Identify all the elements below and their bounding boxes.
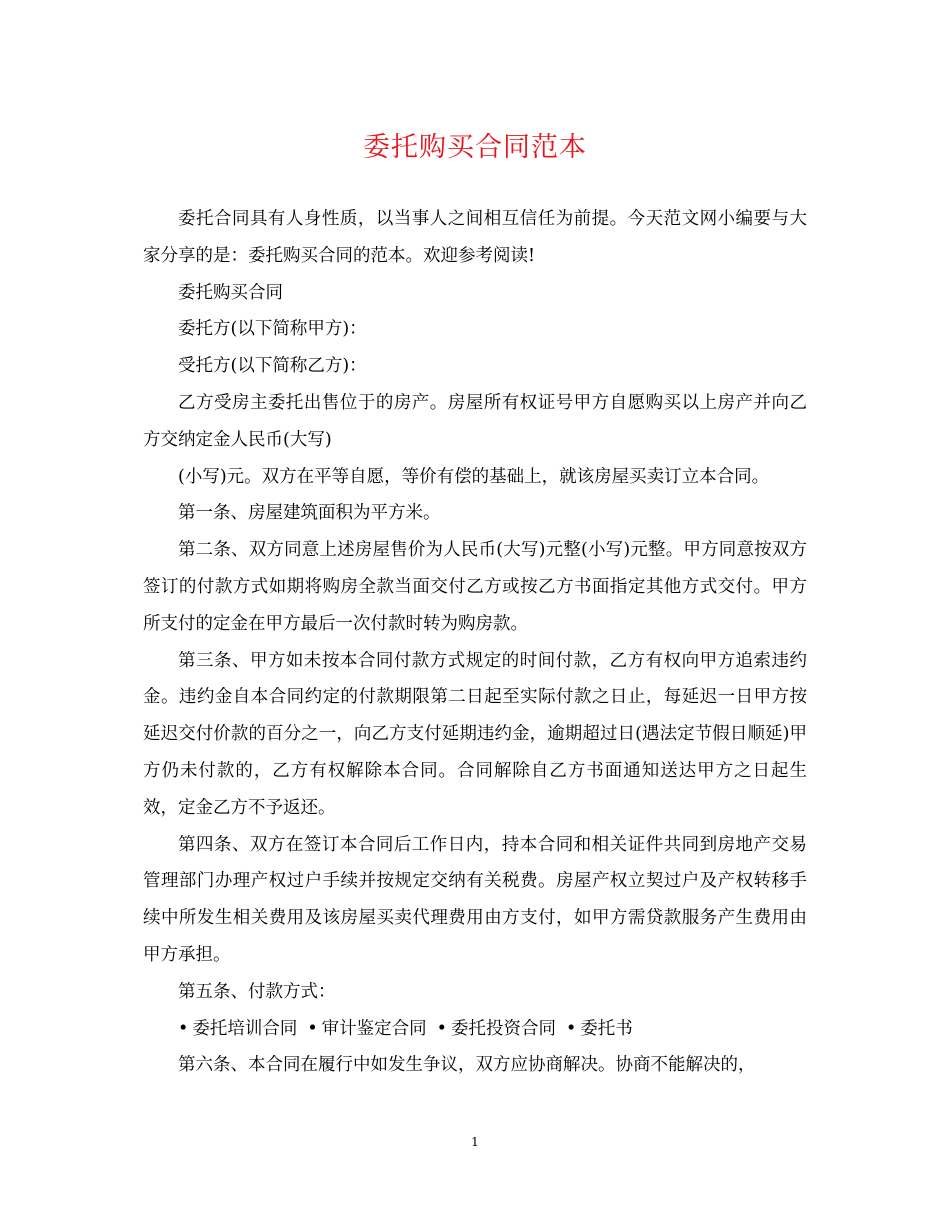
- article-3: 第三条、甲方如未按本合同付款方式规定的时间付款，乙方有权向甲方追索违约金。违约金自本合同约定的付款期限第二日起至实际付款之日止，每延迟一日甲方按延迟交付价款的百分之一，向乙方支付延期违约金，逾期超过日(遇法定节假日顺延)甲方仍未付款的，乙方有权解除本合同。合同解除自乙方书面通知送达甲方之日起生效，定金乙方不予返还。: [143, 650, 807, 818]
- page-number: 1: [471, 1135, 479, 1149]
- article-2: 第二条、双方同意上述房屋售价为人民币(大写)元整(小写)元整。甲方同意按双方签订的付款方式如期将购房全款当面交付乙方或按乙方书面指定其他方式交付。甲方所支付的定金在甲方最后一次付款时转为购房款。: [143, 540, 807, 634]
- related-links: [143, 1011, 807, 1048]
- document-body: [143, 201, 807, 1084]
- related-link[interactable]: • 委托投资合同: [437, 1019, 556, 1039]
- related-link[interactable]: • 委托培训合同: [178, 1019, 297, 1039]
- article-1: 第一条、房屋建筑面积为平方米。: [178, 503, 441, 524]
- article-6: 第六条、本合同在履行中如发生争议，双方应协商解决。协商不能解决的，: [178, 1055, 756, 1076]
- article-5: 第五条、付款方式：: [178, 981, 336, 1002]
- related-link[interactable]: • 委托书: [566, 1019, 633, 1039]
- deposit-paragraph: 乙方受房主委托出售位于的房产。房屋所有权证号甲方自愿购买以上房产并向乙方交纳定金人民币(大写): [143, 392, 807, 450]
- related-link[interactable]: • 审计鉴定合同: [307, 1019, 426, 1039]
- amount-paragraph: (小写)元。双方在平等自愿，等价有偿的基础上，就该房屋买卖订立本合同。: [178, 466, 770, 487]
- intro-paragraph: 委托合同具有人身性质，以当事人之间相互信任为前提。今天范文网小编要与大家分享的是：委托购买合同的范本。欢迎参考阅读!: [143, 209, 807, 266]
- party-a-line: 委托方(以下简称甲方)：: [178, 319, 367, 340]
- contract-heading: 委托购买合同: [178, 282, 283, 303]
- document-title: 委托购买合同范本: [363, 132, 587, 163]
- party-b-line: 受托方(以下简称乙方)：: [178, 356, 367, 377]
- article-4: 第四条、双方在签订本合同后工作日内，持本合同和相关证件共同到房地产交易管理部门办理产权过户手续并按规定交纳有关税费。房屋产权立契过户及产权转移手续中所发生相关费用及该房屋买卖代理费用由方支付，如甲方需贷款服务产生费用由甲方承担。: [143, 834, 807, 965]
